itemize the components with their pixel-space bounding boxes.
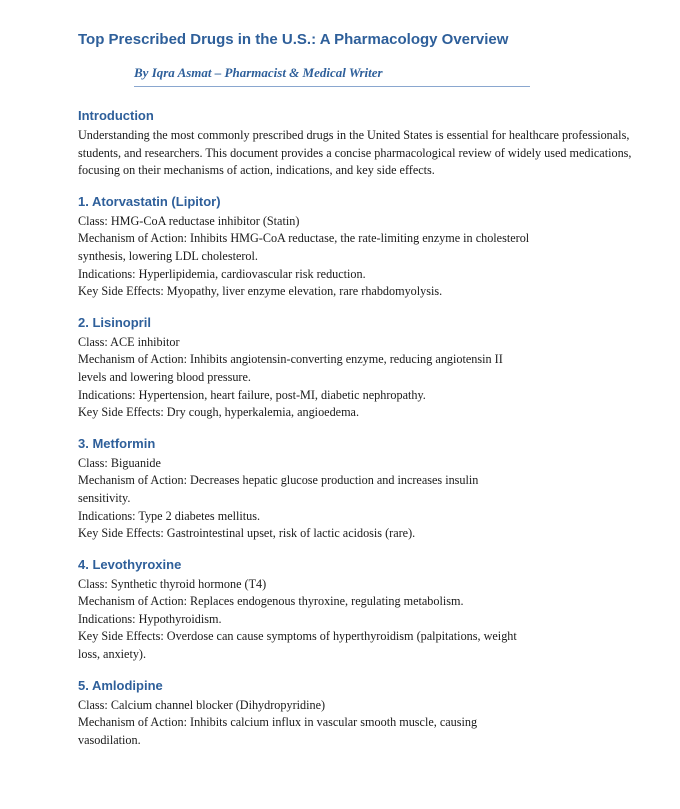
indications-line: Indications: Type 2 diabetes mellitus.	[78, 508, 261, 523]
drug-section-lisinopril	[78, 313, 638, 422]
drug-details	[78, 455, 638, 543]
mechanism-line: levels and lowering blood pressure.	[78, 369, 251, 384]
mechanism-line: Mechanism of Action: Inhibits calcium influx in vascular smooth muscle, causing	[78, 715, 478, 730]
drug-details	[78, 697, 638, 750]
indications-line: Indications: Hypertension, heart failure, post-MI, diabetic nephropathy.	[78, 387, 426, 402]
side-effects-line: loss, anxiety).	[78, 647, 147, 662]
drug-details	[78, 576, 638, 664]
byline-divider	[134, 86, 530, 87]
side-effects-line: Key Side Effects: Dry cough, hyperkalemia, angioedema.	[78, 405, 360, 420]
section-heading: 1. Atorvastatin (Lipitor)	[78, 193, 221, 209]
drug-class-line: Class: Biguanide	[78, 455, 161, 470]
side-effects-line: Key Side Effects: Myopathy, liver enzyme elevation, rare rhabdomyolysis.	[78, 284, 443, 299]
mechanism-line: vasodilation.	[78, 732, 141, 747]
drug-class-line: Class: Synthetic thyroid hormone (T4)	[78, 576, 267, 591]
drug-section-atorvastatin	[78, 192, 638, 301]
mechanism-line: sensitivity.	[78, 490, 131, 505]
drug-section-levothyroxine	[78, 555, 638, 664]
section-heading: 5. Amlodipine	[78, 677, 163, 693]
paragraph-line: pharmacological review of widely used medications, focusing on their mechanisms of action,	[78, 145, 632, 178]
mechanism-line: Mechanism of Action: Replaces endogenous thyroxine, regulating metabolism.	[78, 594, 464, 609]
intro-paragraph	[78, 127, 638, 180]
drug-details	[78, 334, 638, 422]
mechanism-line: Mechanism of Action: Decreases hepatic glucose production and increases insulin	[78, 473, 479, 488]
author-byline: By Iqra Asmat – Pharmacist & Medical Writer	[134, 65, 383, 80]
introduction-section	[78, 106, 638, 180]
section-heading: Introduction	[78, 108, 154, 123]
paragraph-line: Understanding the most commonly prescribed drugs in the United States is essential for	[78, 128, 506, 142]
side-effects-line: Key Side Effects: Gastrointestinal upset, risk of lactic acidosis (rare).	[78, 526, 416, 541]
mechanism-line: Mechanism of Action: Inhibits angiotensin-converting enzyme, reducing angiotensin II	[78, 352, 503, 367]
indications-line: Indications: Hypothyroidism.	[78, 611, 222, 626]
side-effects-line: Key Side Effects: Overdose can cause symptoms of hyperthyroidism (palpitations, weight	[78, 629, 517, 644]
drug-class-line: Class: Calcium channel blocker (Dihydropyridine)	[78, 697, 326, 712]
section-heading: 4. Levothyroxine	[78, 556, 182, 572]
document-content	[78, 106, 638, 761]
section-heading: 3. Metformin	[78, 435, 156, 451]
drug-details	[78, 213, 638, 301]
document-title: Top Prescribed Drugs in the U.S.: A Pharmacology Overview	[78, 31, 509, 48]
mechanism-line: Mechanism of Action: Inhibits HMG-CoA reductase, the rate-limiting enzyme in cholesterol	[78, 231, 530, 246]
drug-class-line: Class: ACE inhibitor	[78, 334, 180, 349]
drug-section-amlodipine	[78, 676, 638, 750]
section-heading: 2. Lisinopril	[78, 314, 151, 330]
mechanism-line: synthesis, lowering LDL cholesterol.	[78, 248, 258, 263]
drug-section-metformin	[78, 434, 638, 543]
paragraph-line: indications, and key side effects.	[276, 163, 435, 178]
paragraph-line: healthcare professionals, students, and researchers. This document provides a concise	[78, 128, 630, 160]
drug-class-line: Class: HMG-CoA reductase inhibitor (Statin)	[78, 213, 300, 228]
indications-line: Indications: Hyperlipidemia, cardiovascular risk reduction.	[78, 266, 366, 281]
